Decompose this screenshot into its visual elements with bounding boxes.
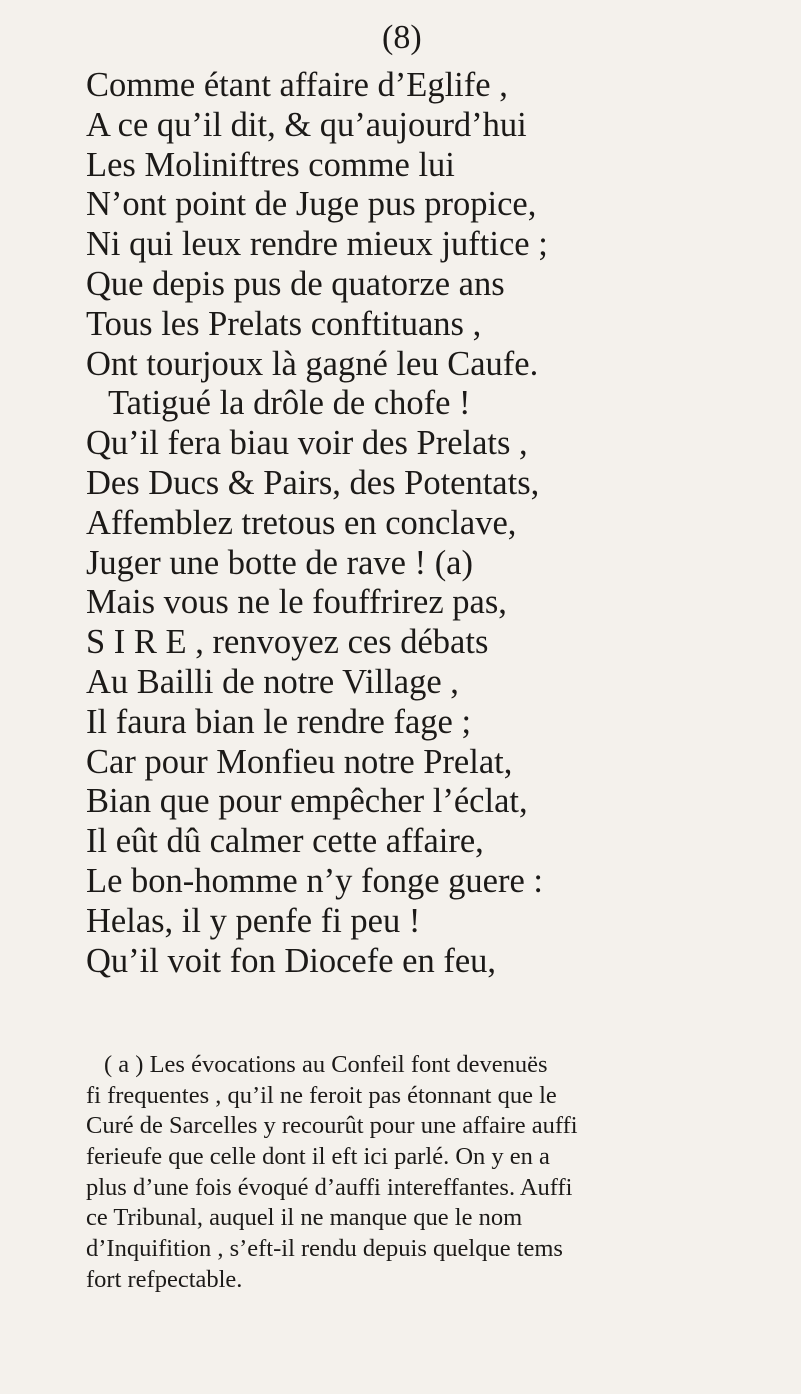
verse-line: Au Bailli de notre Village ,: [86, 662, 459, 701]
verse-line: Tatigué la drôle de chofe !: [108, 384, 471, 423]
footnote-line: ferieufe que celle dont il eft ici parlé. On y en a: [86, 1143, 550, 1171]
footnote-line: d’Inquifition , s’eft-il rendu depuis quelque tems: [86, 1235, 563, 1263]
verse-line: Il eût dû calmer cette affaire,: [86, 822, 484, 861]
verse-line: Qu’il voit fon Diocefe en feu,: [86, 941, 497, 980]
verse-line: Il faura bian le rendre fage ;: [86, 702, 472, 741]
verse-line: Bian que pour empêcher l’éclat,: [86, 782, 528, 821]
verse-line: Car pour Monfieu notre Prelat,: [86, 742, 513, 781]
verse-line: Ni qui leux rendre mieux juftice ;: [86, 225, 548, 264]
verse-line: Affemblez tretous en conclave,: [86, 503, 517, 542]
verse-block: [86, 66, 786, 981]
verse-line: Helas, il y penfe fi peu !: [86, 901, 421, 940]
footnote-line: fi frequentes , qu’il ne feroit pas étonnant que le: [86, 1081, 557, 1109]
verse-line: A ce qu’il dit, & qu’aujourd’hui: [86, 105, 527, 144]
footnote-line: fort refpectable.: [86, 1265, 243, 1293]
page-number: (8): [382, 19, 422, 56]
verse-line: Le bon-homme n’y fonge guere :: [86, 861, 543, 900]
verse-line: N’ont point de Juge pus propice,: [86, 185, 537, 224]
verse-line: Qu’il fera biau voir des Prelats ,: [86, 424, 528, 463]
verse-line: Que depis pus de quatorze ans: [86, 264, 505, 303]
verse-line: Des Ducs & Pairs, des Potentats,: [86, 463, 540, 502]
footnote-line: ce Tribunal, auquel il ne manque que le nom: [86, 1204, 523, 1232]
verse-line: Tous les Prelats conftituans ,: [86, 304, 482, 343]
verse-line: Comme étant affaire d’Eglife ,: [86, 66, 508, 104]
verse-line: S I R E , renvoyez ces débats: [86, 623, 489, 662]
verse-line: Ont tourjoux là gagné leu Caufe.: [86, 344, 539, 383]
footnote-line: ( a ) Les évocations au Confeil font devenuës: [104, 1051, 548, 1078]
verse-line: Juger une botte de rave ! (a): [86, 543, 473, 582]
footnote-line: plus d’une fois évoqué d’auffi intereffantes. Auffi: [86, 1173, 573, 1201]
footnote-block: [86, 1050, 786, 1296]
footnote-line: Curé de Sarcelles y recourût pour une affaire auffi: [86, 1112, 578, 1140]
verse-line: Les Moliniftres comme lui: [86, 145, 455, 184]
verse-line: Mais vous ne le fouffrirez pas,: [86, 583, 507, 622]
